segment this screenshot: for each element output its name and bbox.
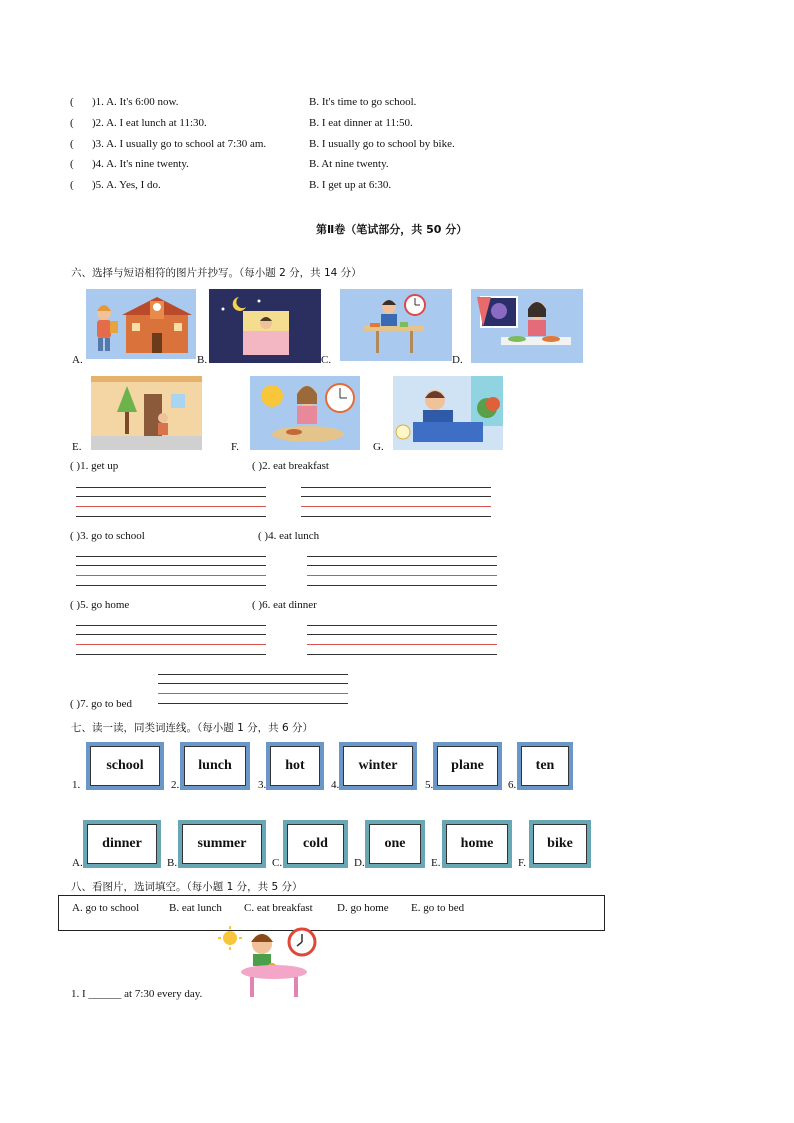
picture-letter: C.	[321, 354, 332, 366]
picture-eat-dinner	[471, 289, 583, 363]
word-text: school	[90, 746, 160, 786]
option: C. eat breakfast	[244, 902, 313, 914]
word-text: hot	[270, 746, 320, 786]
item-label: ( )7. go to bed	[70, 698, 133, 710]
word-card[interactable]	[433, 742, 502, 790]
word-letter: F.	[518, 857, 526, 869]
picture-letter: A.	[72, 354, 83, 366]
word-text: bike	[533, 824, 587, 864]
picture-go-home	[91, 376, 202, 450]
word-text: summer	[182, 824, 262, 864]
options-box	[58, 895, 605, 931]
option: A. go to school	[72, 902, 140, 914]
word-card[interactable]	[529, 820, 591, 868]
picture-eat-breakfast	[250, 376, 360, 450]
item-label: ( )6. eat dinner	[252, 599, 317, 611]
picture-letter: F.	[231, 441, 239, 453]
word-text: dinner	[87, 824, 157, 864]
word-card[interactable]	[180, 742, 250, 790]
section-title: 第Ⅱ卷（笔试部分，共 50 分）	[316, 223, 468, 236]
word-number: 2.	[171, 779, 180, 791]
picture-letter: E.	[72, 441, 82, 453]
picture-letter: G.	[373, 441, 384, 453]
word-card[interactable]	[339, 742, 417, 790]
question-1: 1. I ______ at 7:30 every day.	[71, 988, 203, 1000]
paren: (	[70, 179, 74, 191]
word-letter: D.	[354, 857, 365, 869]
word-card[interactable]	[86, 742, 164, 790]
word-card[interactable]	[178, 820, 266, 868]
word-text: winter	[343, 746, 413, 786]
item-label: ( )5. go home	[70, 599, 130, 611]
row-b: B. I get up at 6:30.	[309, 179, 392, 191]
word-letter: C.	[272, 857, 283, 869]
row-b: B. At nine twenty.	[309, 158, 389, 170]
part6-title: 六、选择与短语相符的图片并抄写。（每小题 2 分，共 14 分）	[71, 267, 362, 279]
word-letter: A.	[72, 857, 83, 869]
picture-letter: D.	[452, 354, 463, 366]
row-a: )4. A. It's nine twenty.	[92, 158, 189, 170]
word-text: home	[446, 824, 508, 864]
item-label: ( )3. go to school	[70, 530, 145, 542]
word-number: 3.	[258, 779, 267, 791]
row-a: )1. A. It's 6:00 now.	[92, 96, 179, 108]
option: B. eat lunch	[169, 902, 222, 914]
paren: (	[70, 158, 74, 170]
row-b: B. It's time to go school.	[309, 96, 417, 108]
picture-go-to-school	[86, 289, 196, 359]
word-text: plane	[437, 746, 498, 786]
row-b: B. I usually go to school by bike.	[309, 138, 455, 150]
word-card[interactable]	[266, 742, 324, 790]
item-label: ( )4. eat lunch	[258, 530, 320, 542]
item-label: ( )1. get up	[70, 460, 119, 472]
part7-title: 七、读一读，同类词连线。（每小题 1 分，共 6 分）	[71, 722, 313, 734]
word-card[interactable]	[517, 742, 573, 790]
paren: (	[70, 117, 74, 129]
word-card[interactable]	[442, 820, 512, 868]
part8-title: 八、看图片，选词填空。（每小题 1 分，共 5 分）	[71, 881, 303, 893]
word-number: 1.	[72, 779, 81, 791]
row-b: B. I eat dinner at 11:50.	[309, 117, 413, 129]
row-a: )3. A. I usually go to school at 7:30 am.	[92, 138, 267, 150]
item-label: ( )2. eat breakfast	[252, 460, 329, 472]
paren: (	[70, 138, 74, 150]
picture-eat-lunch	[340, 289, 452, 361]
row-a: )2. A. I eat lunch at 11:30.	[92, 117, 207, 129]
word-text: ten	[521, 746, 569, 786]
picture-breakfast-table	[216, 924, 320, 1000]
word-card[interactable]	[283, 820, 348, 868]
picture-letter: B.	[197, 354, 208, 366]
word-text: lunch	[184, 746, 246, 786]
option: E. go to bed	[411, 902, 465, 914]
word-card[interactable]	[365, 820, 425, 868]
picture-get-up	[393, 376, 503, 450]
word-letter: E.	[431, 857, 441, 869]
word-number: 4.	[331, 779, 340, 791]
row-a: )5. A. Yes, I do.	[92, 179, 161, 191]
word-letter: B.	[167, 857, 178, 869]
word-card[interactable]	[83, 820, 161, 868]
option: D. go home	[337, 902, 389, 914]
picture-go-to-bed	[209, 289, 321, 363]
paren: (	[70, 96, 74, 108]
word-text: one	[369, 824, 421, 864]
word-text: cold	[287, 824, 344, 864]
word-number: 5.	[425, 779, 434, 791]
word-number: 6.	[508, 779, 517, 791]
